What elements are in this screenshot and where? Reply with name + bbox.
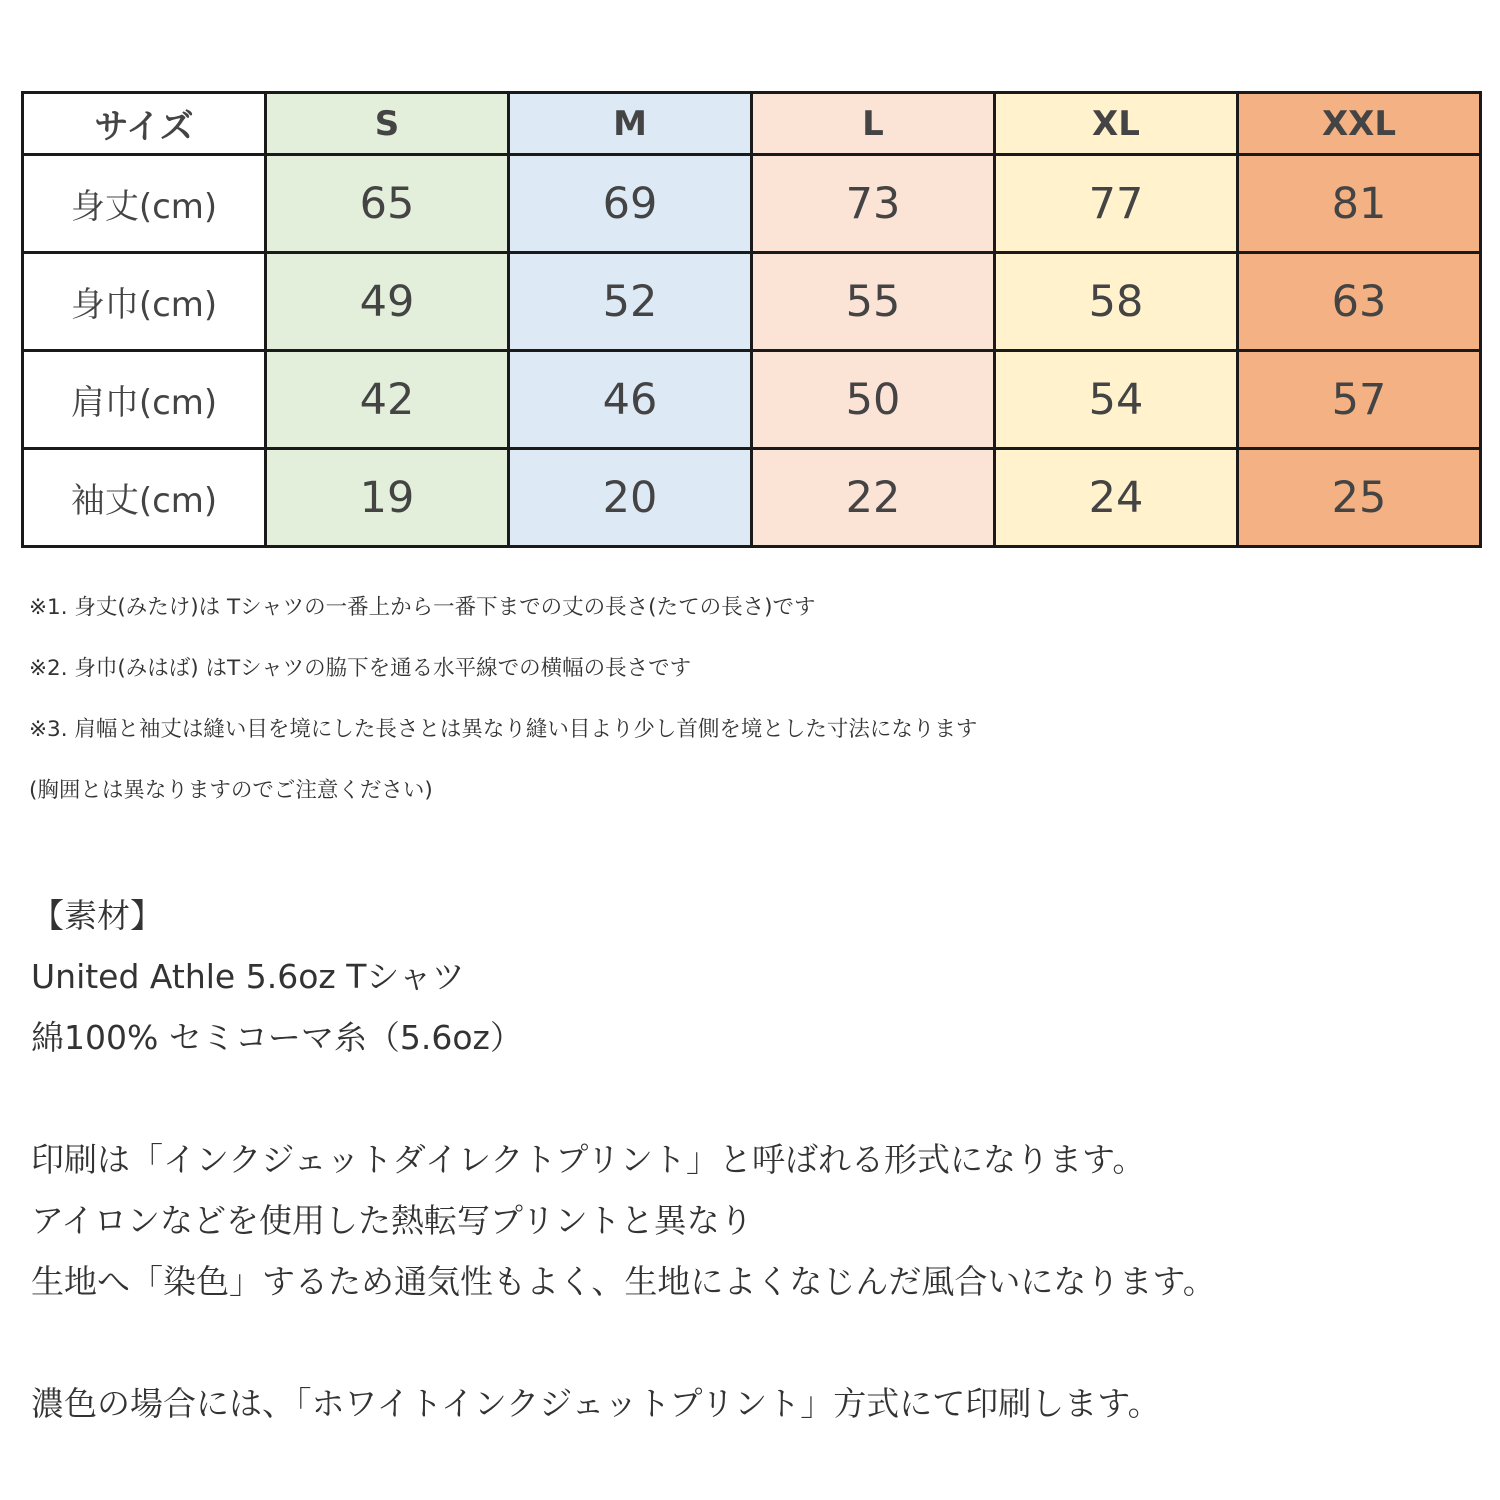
size-header-l: L [752,93,995,155]
row-label-length: 身丈(cm) [23,155,266,253]
table-cell: 49 [266,253,509,351]
table-cell: 57 [1238,351,1481,449]
printing-line-3: 生地へ「染色」するため通気性もよく、生地によくなじんだ風合いになります。 [31,1262,1216,1301]
table-cell: 77 [995,155,1238,253]
size-chart-table [21,91,1482,548]
table-cell: 42 [266,351,509,449]
table-cell: 20 [509,449,752,547]
table-row-shoulder-width [23,351,1481,449]
dark-color-note: 濃色の場合には、「ホワイトインクジェットプリント」方式にて印刷します。 [31,1384,1161,1423]
material-fabric: 綿100% セミコーマ糸（5.6oz） [31,1018,523,1057]
table-cell: 22 [752,449,995,547]
table-cell: 25 [1238,449,1481,547]
size-corner-label: サイズ [23,93,266,155]
material-product: United Athle 5.6oz Tシャツ [31,957,465,996]
row-label-sleeve-length: 袖丈(cm) [23,449,266,547]
size-header-row [23,93,1481,155]
table-cell: 73 [752,155,995,253]
printing-line-1: 印刷は「インクジェットダイレクトプリント」と呼ばれる形式になります。 [31,1140,1146,1179]
printing-line-2: アイロンなどを使用した熱転写プリントと異なり [31,1201,753,1240]
table-cell: 19 [266,449,509,547]
row-label-body-width: 身巾(cm) [23,253,266,351]
size-header-s: S [266,93,509,155]
size-header-xl: XL [995,93,1238,155]
table-cell: 65 [266,155,509,253]
table-cell: 54 [995,351,1238,449]
table-cell: 46 [509,351,752,449]
table-cell: 63 [1238,253,1481,351]
table-cell: 81 [1238,155,1481,253]
size-header-m: M [509,93,752,155]
size-header-xxl: XXL [1238,93,1481,155]
row-label-shoulder-width: 肩巾(cm) [23,351,266,449]
table-row-sleeve-length [23,449,1481,547]
material-heading: 【素材】 [31,896,163,935]
table-cell: 50 [752,351,995,449]
table-cell: 69 [509,155,752,253]
table-cell: 24 [995,449,1238,547]
note-4: (胸囲とは異なりますのでご注意ください) [29,778,433,803]
note-3: ※3. 肩幅と袖丈は縫い目を境にした長さとは異なり縫い目より少し首側を境とした寸法になります [29,717,978,742]
table-cell: 55 [752,253,995,351]
table-row-body-width [23,253,1481,351]
note-1: ※1. 身丈(みたけ)は Tシャツの一番上から一番下までの丈の長さ(たての長さ)です [29,595,816,620]
table-cell: 52 [509,253,752,351]
table-row-length [23,155,1481,253]
note-2: ※2. 身巾(みはば) はTシャツの脇下を通る水平線での横幅の長さです [29,656,692,681]
table-cell: 58 [995,253,1238,351]
